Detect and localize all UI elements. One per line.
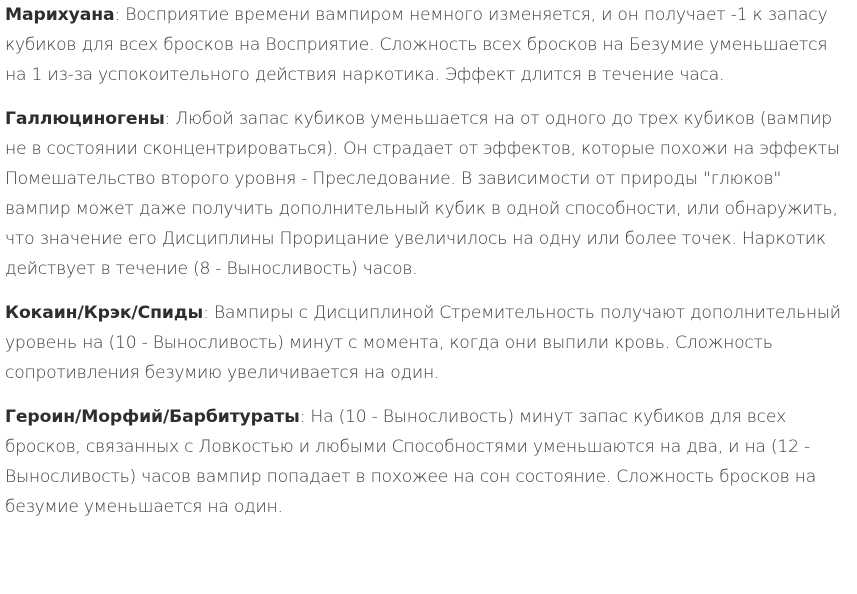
entry-text: : На (10 - Выносливость) минут запас кубиков для всех бросков, связанных с Ловкостью и любыми Способностями уменьшаются на два, и на (12 - Выносливость) часов вампир попадает в похожее на сон состояние. Сложность бросков на безумие уменьшается на один. (5, 407, 816, 517)
entry-hallucinogens (5, 104, 851, 284)
entry-marijuana (5, 0, 851, 90)
entry-term: Марихуана (5, 5, 115, 25)
entry-text: : Любой запас кубиков уменьшается на от одного до трех кубиков (вампир не в состоянии сконцентрироваться). Он страдает от эффектов, которые похожи на эффекты Помешательство второго уровня - Преследование. В зависимости от природы "глюков" вампир может даже получить дополнительный кубик в одной способности, или обнаружить, что значение его Дисциплины Прорицание увеличилось на одну или более точек. Наркотик действует в течение (8 - Выносливость) часов. (5, 109, 840, 279)
entry-text: : Восприятие времени вампиром немного изменяется, и он получает -1 к запасу кубиков для всех бросков на Восприятие. Сложность всех бросков на Безумие уменьшается на 1 из-за успокоительного действия наркотика. Эффект длится в течение часа. (5, 5, 828, 85)
entry-heroin (5, 402, 851, 522)
entry-cocaine (5, 298, 851, 388)
entry-term: Героин/Морфий/Барбитураты (5, 407, 300, 427)
entry-text: : Вампиры с Дисциплиной Стремительность получают дополнительный уровень на (10 - Выносливость) минут с момента, когда они выпили кровь. Сложность сопротивления безумию увеличивается на один. (5, 303, 841, 383)
entry-term: Галлюциногены (5, 109, 165, 129)
entry-term: Кокаин/Крэк/Спиды (5, 303, 204, 323)
